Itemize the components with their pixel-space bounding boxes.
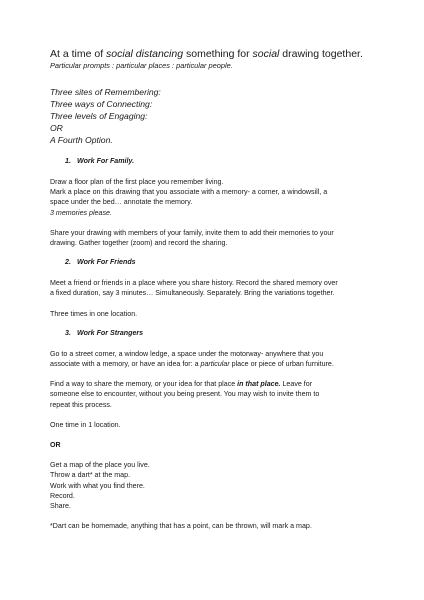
body-line: Go to a street corner, a window ledge, a space under the motorway- anywhere that you — [50, 349, 324, 358]
or-label: OR — [50, 441, 61, 450]
body-line: space under the bed… annotate the memory. — [50, 198, 193, 207]
body-text: Find a way to share the memory, or your idea for that place — [50, 380, 238, 389]
intro-line: A Fourth Option. — [50, 135, 113, 145]
intro-line: Three levels of Engaging: — [50, 111, 148, 121]
fourth-option-line: Record. — [50, 491, 75, 500]
title-emphasis: social — [252, 48, 280, 60]
body-text: associate with a memory, or have an idea for: a — [50, 360, 201, 369]
body-line — [50, 379, 380, 389]
title-text: drawing together. — [279, 48, 363, 60]
section-heading-text: Work For Strangers — [77, 328, 144, 337]
body-line: Mark a place on this drawing that you associate with a memory- a corner, a windowsill, a — [50, 188, 328, 197]
document-page — [50, 48, 380, 531]
intro-line: Three ways of Connecting: — [50, 99, 153, 109]
body-line: repeat this process. — [50, 400, 112, 409]
intro-line: OR — [50, 123, 63, 133]
body-line: Draw a floor plan of the first place you remember living. — [50, 178, 224, 186]
section-heading-strangers — [50, 329, 380, 337]
body-text: place or piece of urban furniture. — [229, 360, 334, 369]
title-text: something for — [183, 48, 253, 60]
body-line — [50, 359, 380, 369]
section-friends-para1 — [50, 278, 380, 298]
body-line: Three times in one location. — [50, 309, 138, 318]
intro-line: Three sites of Remembering: — [50, 87, 161, 97]
section-heading-family — [50, 157, 380, 165]
intro-block — [50, 86, 380, 146]
page-subtitle: Particular prompts : particular places : particular people. — [50, 61, 233, 70]
fourth-option-line: Throw a dart* at the map. — [50, 471, 131, 480]
fourth-option-block — [50, 460, 380, 511]
footnote: *Dart can be homemade, anything that has a point, can be thrown, will mark a map. — [50, 522, 312, 531]
section-family-para2 — [50, 228, 380, 248]
section-heading-friends — [50, 258, 380, 266]
body-text: Leave for — [280, 380, 313, 389]
body-emphasis: particular — [200, 360, 230, 369]
fourth-option-line: Get a map of the place you live. — [50, 461, 150, 470]
page-title — [50, 48, 380, 61]
fourth-option-line: Share. — [50, 502, 71, 511]
section-strangers-para2 — [50, 379, 380, 410]
body-emphasis: in that place. — [237, 380, 281, 389]
body-line: a fixed duration, say 3 minutes… Simultaneously. Separately. Bring the variations together. — [50, 289, 335, 298]
body-line: drawing. Gather together (zoom) and record the sharing. — [50, 239, 228, 248]
title-text: At a time of — [50, 48, 107, 60]
body-line: One time in 1 location. — [50, 420, 121, 429]
fourth-option-line: Work with what you find there. — [50, 481, 145, 490]
body-line: someone else to encounter, without you being present. You may wish to invite them to — [50, 390, 320, 399]
body-line: Meet a friend or friends in a place where you share history. Record the shared memory over — [50, 279, 338, 288]
title-emphasis: social distancing — [106, 48, 184, 60]
section-strangers-para1 — [50, 349, 380, 369]
section-heading-text: Work For Friends — [77, 258, 136, 267]
section-number: 2. — [65, 258, 71, 267]
body-note: 3 memories please. — [50, 208, 112, 217]
section-heading-text: Work For Family. — [77, 157, 135, 165]
section-number: 1. — [65, 157, 71, 165]
body-line: Share your drawing with members of your family, invite them to add their memories to your — [50, 228, 334, 237]
section-family-para1 — [50, 177, 380, 218]
section-number: 3. — [65, 328, 71, 337]
